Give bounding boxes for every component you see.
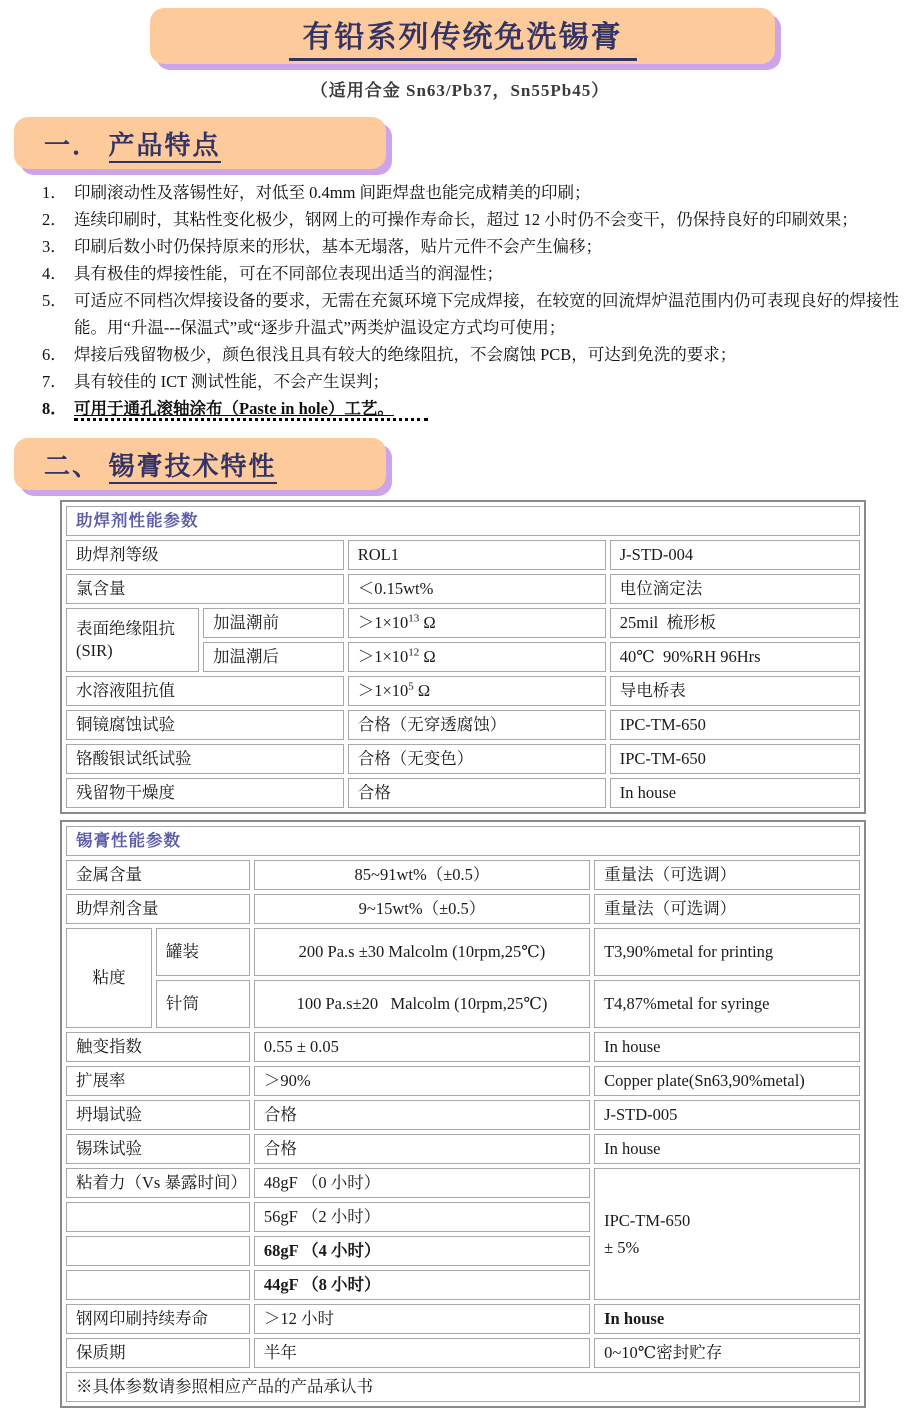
page-title-bold: 有铅: [302, 20, 367, 54]
feature-item-1: [42, 179, 902, 206]
product-feature-list: [42, 179, 902, 422]
feature-item-3: [42, 233, 902, 260]
param-method: IPC-TM-650: [610, 710, 860, 740]
param-value: 44gF （8 小时）: [254, 1270, 590, 1300]
paste-table: [62, 822, 864, 1406]
param-value: 48gF （0 小时）: [254, 1168, 590, 1198]
sir-label-cell: [66, 608, 199, 672]
section1-prefix: 一．: [44, 130, 109, 160]
item-number: 4．: [42, 264, 67, 283]
item-text: 可适应不同档次焊接设备的要求，无需在充氮环境下完成焊接，在较宽的回流焊炉温范围内仍可表现良好的焊接性能。用“升温---保温式”或“逐步升温式”两类炉温设定方式均可使用；: [74, 291, 899, 337]
param-value: 半年: [254, 1338, 590, 1368]
feature-item-5: [42, 287, 902, 341]
table-row: [66, 608, 860, 638]
value-base: ＞1×10: [357, 613, 409, 632]
flux-table-header: 助焊剂性能参数: [66, 506, 860, 536]
section1-banner: [14, 117, 386, 169]
page-title: [289, 12, 637, 61]
item-text: 连续印刷时，其粘性变化极少，钢网上的可操作寿命长，超过 12 小时仍不会变干，仍保持良好的印刷效果；: [74, 210, 858, 229]
param-value: 200 Pa.s ±30 Malcolm (10rpm,25℃): [254, 928, 590, 976]
param-value: 56gF （2 小时）: [254, 1202, 590, 1232]
value-base: ＞1×10: [357, 647, 409, 666]
table-row: [66, 1372, 860, 1402]
page-title-rest: 系列传统免洗锡膏: [366, 20, 623, 54]
table-row: [66, 980, 860, 1028]
param-value: 合格: [348, 778, 606, 808]
item-number: 8．: [42, 399, 67, 418]
table-row: [66, 676, 860, 706]
param-name-empty: [66, 1236, 250, 1266]
item-number: 2．: [42, 210, 67, 229]
param-method: 重量法（可选调）: [594, 894, 860, 924]
param-name: 粘着力（Vs 暴露时间）: [66, 1168, 250, 1198]
value-unit: Ω: [413, 681, 431, 700]
table-row: [66, 540, 860, 570]
param-name: 金属含量: [66, 860, 250, 890]
feature-item-6: [42, 341, 902, 368]
param-value: [348, 642, 606, 672]
value-exponent: 13: [408, 612, 420, 625]
sir-label-line2: (SIR): [76, 641, 113, 660]
paste-parameters-table: [60, 820, 866, 1408]
tack-method-line2: ± 5%: [604, 1238, 640, 1257]
param-name: 助焊剂等级: [66, 540, 344, 570]
param-method: T4,87%metal for syringe: [594, 980, 860, 1028]
tack-method-cell: [594, 1168, 860, 1300]
feature-item-8: [42, 395, 902, 422]
param-method: In house: [610, 778, 860, 808]
param-name: 钢网印刷持续寿命: [66, 1304, 250, 1334]
param-name: 触变指数: [66, 1032, 250, 1062]
param-value: 合格: [254, 1134, 590, 1164]
param-name: 锡珠试验: [66, 1134, 250, 1164]
value-unit: Ω: [419, 647, 436, 666]
param-name: 坍塌试验: [66, 1100, 250, 1130]
section1-title: 产品特点: [109, 131, 221, 163]
item-number: 1．: [42, 183, 67, 202]
value-base: ＞1×10: [357, 681, 409, 700]
paste-table-header: 锡膏性能参数: [66, 826, 860, 856]
value-unit: Ω: [419, 613, 436, 632]
param-method: J-STD-005: [594, 1100, 860, 1130]
title-banner: [150, 8, 775, 64]
param-method: 40℃ 90%RH 96Hrs: [610, 642, 860, 672]
param-value: ROL1: [348, 540, 606, 570]
section2-title: 锡膏技术特性: [109, 452, 277, 484]
table-row: [66, 928, 860, 976]
table-row: [66, 1134, 860, 1164]
table-footnote: ※具体参数请参照相应产品的产品承认书: [66, 1372, 860, 1402]
flux-parameters-table: [60, 500, 866, 814]
item-text: 印刷滚动性及落锡性好，对低至 0.4mm 间距焊盘也能完成精美的印刷；: [74, 183, 591, 202]
param-method: IPC-TM-650: [610, 744, 860, 774]
param-method: Copper plate(Sn63,90%metal): [594, 1066, 860, 1096]
param-name-empty: [66, 1270, 250, 1300]
param-name: 氯含量: [66, 574, 344, 604]
param-name: 水溶液阻抗值: [66, 676, 344, 706]
param-value: 9~15wt%（±0.5）: [254, 894, 590, 924]
section1-heading: [44, 125, 221, 162]
table-row: [66, 778, 860, 808]
item-number: 7．: [42, 372, 67, 391]
item-text: 可用于通孔滚轴涂布（Paste in hole）工艺。: [74, 399, 428, 421]
param-value: 100 Pa.s±20 Malcolm (10rpm,25℃): [254, 980, 590, 1028]
item-text: 印刷后数小时仍保持原来的形状，基本无塌落，贴片元件不会产生偏移；: [74, 237, 602, 256]
param-value: ＜0.15wt%: [348, 574, 606, 604]
param-value: 85~91wt%（±0.5）: [254, 860, 590, 890]
param-name-empty: [66, 1202, 250, 1232]
table-row: [66, 710, 860, 740]
table-row: [66, 1338, 860, 1368]
item-text: 具有较佳的 ICT 测试性能，不会产生误判；: [74, 372, 390, 391]
table-row: [66, 574, 860, 604]
table-row: [66, 1100, 860, 1130]
param-method: 0~10℃密封贮存: [594, 1338, 860, 1368]
param-value: [348, 676, 606, 706]
param-method: J-STD-004: [610, 540, 860, 570]
param-value: 合格（无变色）: [348, 744, 606, 774]
param-name: 残留物干燥度: [66, 778, 344, 808]
param-name: 加温潮前: [203, 608, 344, 638]
param-name: 加温潮后: [203, 642, 344, 672]
param-method: In house: [594, 1032, 860, 1062]
param-method: 25mil 梳形板: [610, 608, 860, 638]
section2-banner: [14, 438, 386, 490]
param-method: 重量法（可选调）: [594, 860, 860, 890]
table-row: [66, 826, 860, 856]
param-value: ＞12 小时: [254, 1304, 590, 1334]
tack-method-line1: IPC-TM-650: [604, 1211, 691, 1230]
param-method: T3,90%metal for printing: [594, 928, 860, 976]
param-method: In house: [594, 1304, 860, 1334]
table-row: [66, 860, 860, 890]
table-row: [66, 744, 860, 774]
table-row: [66, 1032, 860, 1062]
alloy-subtitle: （适用合金 Sn63/Pb37，Sn55Pb45）: [310, 81, 610, 100]
feature-item-4: [42, 260, 902, 287]
table-row: [66, 506, 860, 536]
item-number: 5．: [42, 291, 67, 310]
value-exponent: 5: [408, 680, 414, 693]
table-row: [66, 1304, 860, 1334]
section2-prefix: 二、: [44, 451, 109, 481]
item-text: 焊接后残留物极少，颜色很浅且具有较大的绝缘阻抗，不会腐蚀 PCB，可达到免洗的要求；: [74, 345, 737, 364]
param-name: 助焊剂含量: [66, 894, 250, 924]
flux-table: [62, 502, 864, 812]
feature-item-2: [42, 206, 902, 233]
param-name: 铜镜腐蚀试验: [66, 710, 344, 740]
param-method: 电位滴定法: [610, 574, 860, 604]
feature-item-7: [42, 368, 902, 395]
section2-heading: [44, 446, 277, 483]
table-row: [66, 1066, 860, 1096]
param-value: ＞90%: [254, 1066, 590, 1096]
viscosity-label-cell: 粘度: [66, 928, 152, 1028]
param-name: 保质期: [66, 1338, 250, 1368]
param-name: 针筒: [156, 980, 250, 1028]
sir-label-line1: 表面绝缘阻抗: [76, 619, 175, 638]
param-name: 铬酸银试纸试验: [66, 744, 344, 774]
table-row: [66, 1168, 860, 1198]
item-number: 3．: [42, 237, 67, 256]
item-text: 具有极佳的焊接性能，可在不同部位表现出适当的润湿性；: [74, 264, 503, 283]
param-name: 扩展率: [66, 1066, 250, 1096]
param-method: 导电桥表: [610, 676, 860, 706]
param-method: In house: [594, 1134, 860, 1164]
param-value: 68gF （4 小时）: [254, 1236, 590, 1266]
param-name: 罐装: [156, 928, 250, 976]
table-row: [66, 894, 860, 924]
value-exponent: 12: [408, 646, 420, 659]
param-value: 合格: [254, 1100, 590, 1130]
item-number: 6．: [42, 345, 67, 364]
param-value: 0.55 ± 0.05: [254, 1032, 590, 1062]
param-value: [348, 608, 606, 638]
param-value: 合格（无穿透腐蚀）: [348, 710, 606, 740]
